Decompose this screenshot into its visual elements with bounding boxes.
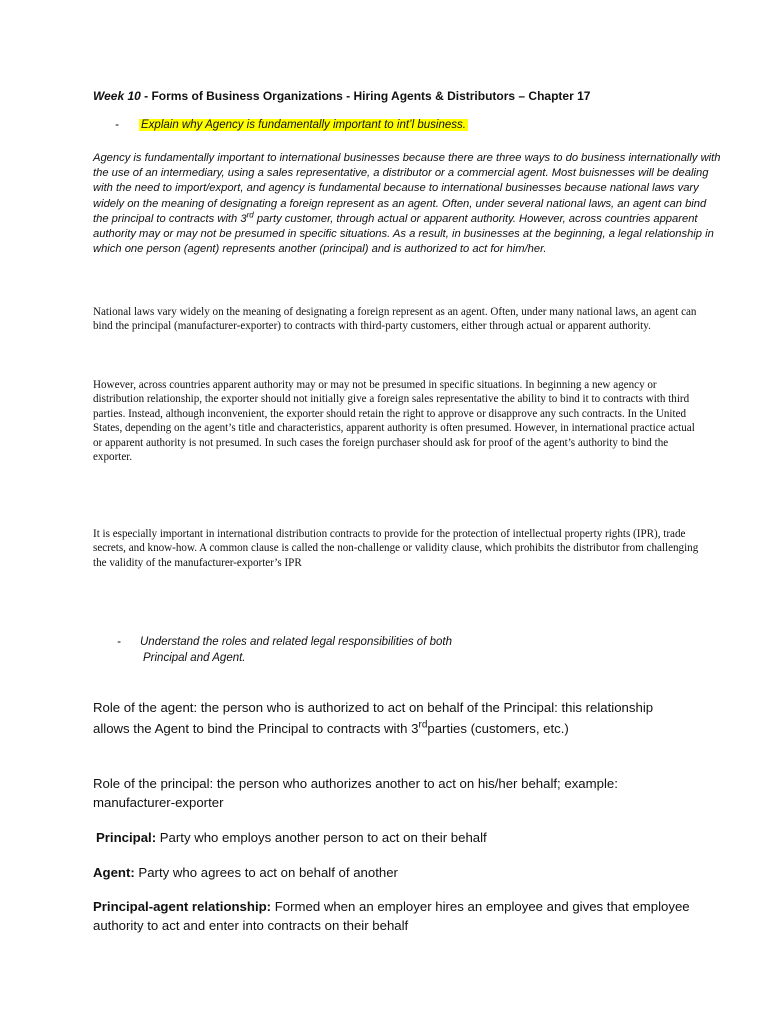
relationship-def-text: Formed when an employer hires an employee and gives that employee authority to act and enter into contracts on their behalf — [93, 899, 690, 933]
agent-definition — [93, 862, 398, 884]
national-laws-paragraph: National laws vary widely on the meaning of designating a foreign represent as an agent. Often, under many national laws, an agent can bind the principal (manufacturer-exporter) to contracts with third-party customers, either through actual or apparent authority. — [93, 306, 697, 333]
principal-agent-relationship-definition — [93, 897, 693, 935]
bullet-dash: - — [115, 119, 119, 131]
title-text: - Forms of Business Organizations - Hiring Agents & Distributors – Chapter 17 — [140, 89, 591, 103]
principal-term: Principal: — [96, 830, 157, 845]
question-2-line-2: Principal and Agent. — [143, 652, 246, 664]
ipr-protection-paragraph: It is especially important in international distribution contracts to provide for the protection of intellectual property rights (IPR), trade secrets, and know-how. A common clause is called the non-challenge or validity clause, which prohibits the distributor from challenging the validity of the manufacturer-exporter’s IPR — [93, 528, 699, 569]
page-title — [93, 89, 590, 103]
agent-def-text: Party who agrees to act on behalf of another — [134, 865, 398, 880]
principal-def-text: Party who employs another person to act on their behalf — [156, 830, 487, 845]
p1-text-a: Agency is fundamentally important to international businesses because there are three ways to do business internationally with the use of an intermediary, using a sales representative, a distributor or a commercial agent. Most buisnesses will be dealing with the need to import/export, and agency is fundamental because to international businesses because national laws vary widely on the meaning of designating a foreign represent as an agent. Often, under several national laws, an agent can bind the principal to contracts with 3 — [93, 152, 721, 225]
p1-text-b: party customer, through actual or apparent authority. However, across countries apparent authority may or may not be presumed in specific situations. As a result, in businesses at the beginning, a legal relationship in which one person (agent) represents another (principal) and is authorized to act for him/her. — [93, 212, 714, 256]
agency-importance-paragraph — [93, 151, 723, 257]
week-label: Week 10 — [93, 89, 141, 103]
relationship-term: Principal-agent relationship: — [93, 899, 272, 914]
apparent-authority-paragraph: However, across countries apparent authority may or may not be presumed in specific situations. In beginning a new agency or distribution relationship, the exporter should not initially give a foreign sales representative the ability to bind it to contracts with third parties. Instead, although inconvenient, the exporter should retain the right to approve or disapprove any such contracts. In the United States, depending on the agent’s title and characteristics, apparent authority is often presumed. However, in international practice actual or apparent authority is not presumed. In such cases the foreign purchaser should ask for proof of the agent’s authority to bind the exporter. — [93, 379, 695, 464]
p1-superscript: rd — [246, 210, 254, 220]
highlighted-question: Explain why Agency is fundamentally important to int’l business. — [141, 119, 466, 131]
bullet-dash: - — [117, 636, 121, 648]
question-2-line-1: Understand the roles and related legal responsibilities of both — [140, 636, 452, 648]
principal-definition — [96, 827, 487, 849]
agent-role-text-b: parties (customers, etc.) — [427, 721, 569, 736]
agent-role-superscript: rd — [418, 719, 428, 731]
agent-term: Agent: — [93, 865, 135, 880]
role-of-principal: Role of the principal: the person who authorizes another to act on his/her behalf; example: manufacturer-exporter — [93, 776, 618, 810]
role-of-agent — [93, 697, 693, 739]
agent-role-text-a: Role of the agent: the person who is authorized to act on behalf of the Principal: this relationship allows the Agent to bind the Principal to contracts with 3 — [93, 700, 654, 736]
